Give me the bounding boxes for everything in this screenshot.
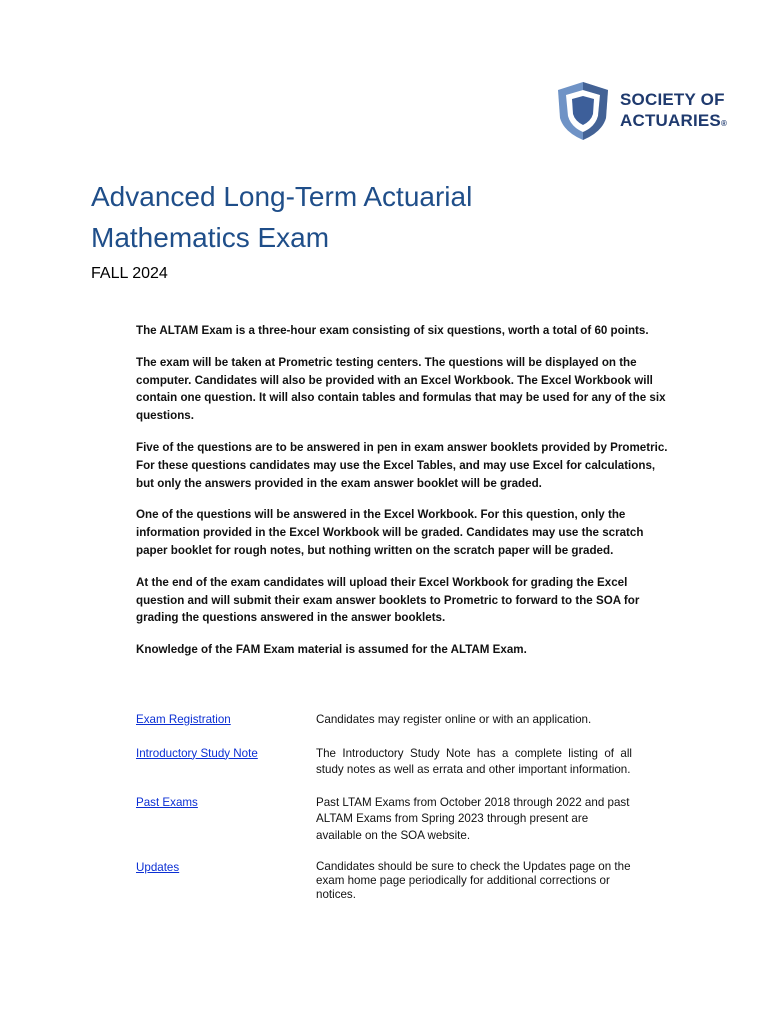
intro-paragraph-3: Five of the questions are to be answered in pen in exam answer booklets provided by Prometric. For these questions candidates may use the Excel Tables, and may use Excel for calculations, but only the answers provided in the exam answer booklet will be graded. xyxy=(136,440,668,490)
resource-description: The Introductory Study Note has a complete listing of all study notes as well as errata and other important information. xyxy=(316,746,632,776)
resource-row-registration xyxy=(136,712,656,729)
resources-table xyxy=(136,712,656,902)
exam-term: FALL 2024 xyxy=(91,265,168,282)
title-line-2: Mathematics Exam xyxy=(91,222,330,253)
registered-mark: ® xyxy=(720,118,728,128)
logo-wordmark xyxy=(620,89,727,134)
title-line-1: Advanced Long-Term Actuarial xyxy=(91,181,473,212)
resource-row-study-note xyxy=(136,746,656,779)
resource-description: Past LTAM Exams from October 2018 through 2022 and past ALTAM Exams from Spring 2023 through present are available on the SOA website. xyxy=(316,795,630,842)
intro-paragraph-1: The ALTAM Exam is a three-hour exam consisting of six questions, worth a total of 60 points. xyxy=(136,324,649,337)
resource-row-past-exams xyxy=(136,795,656,845)
shield-icon xyxy=(554,80,612,142)
intro-paragraph-4: One of the questions will be answered in the Excel Workbook. For this question, only the information provided in the Excel Workbook will be graded. Candidates may use the scratch paper booklet for rough notes, but nothing written on the scratch paper will be graded. xyxy=(136,508,644,557)
introductory-study-note-link[interactable]: Introductory Study Note xyxy=(136,746,258,760)
page-title xyxy=(91,176,651,258)
resource-row-updates xyxy=(136,860,656,902)
intro-section xyxy=(136,322,676,673)
intro-paragraph-6: Knowledge of the FAM Exam material is assumed for the ALTAM Exam. xyxy=(136,643,527,657)
intro-paragraph-5: At the end of the exam candidates will upload their Excel Workbook for grading the Excel question and will submit their exam answer booklets to Prometric to forward to the SOA for grading the questions answered in the answer booklets. xyxy=(136,575,640,625)
resource-description: Candidates should be sure to check the Updates page on the exam home page periodically for additional corrections or notices. xyxy=(316,860,631,901)
resource-description: Candidates may register online or with an application. xyxy=(316,713,592,726)
logo-line-2: ACTUARIES® xyxy=(620,110,728,130)
exam-registration-link[interactable]: Exam Registration xyxy=(136,713,231,726)
updates-link[interactable]: Updates xyxy=(136,861,180,874)
logo-line-1: SOCIETY OF xyxy=(620,89,725,109)
soa-logo xyxy=(554,80,744,142)
intro-paragraph-2: The exam will be taken at Prometric testing centers. The questions will be displayed on the computer. Candidates will also be provided with an Excel Workbook. The Excel Workbook will contain one question. It will also contain tables and formulas that may be used for any of the six questions. xyxy=(136,355,666,423)
past-exams-link[interactable]: Past Exams xyxy=(136,795,198,809)
